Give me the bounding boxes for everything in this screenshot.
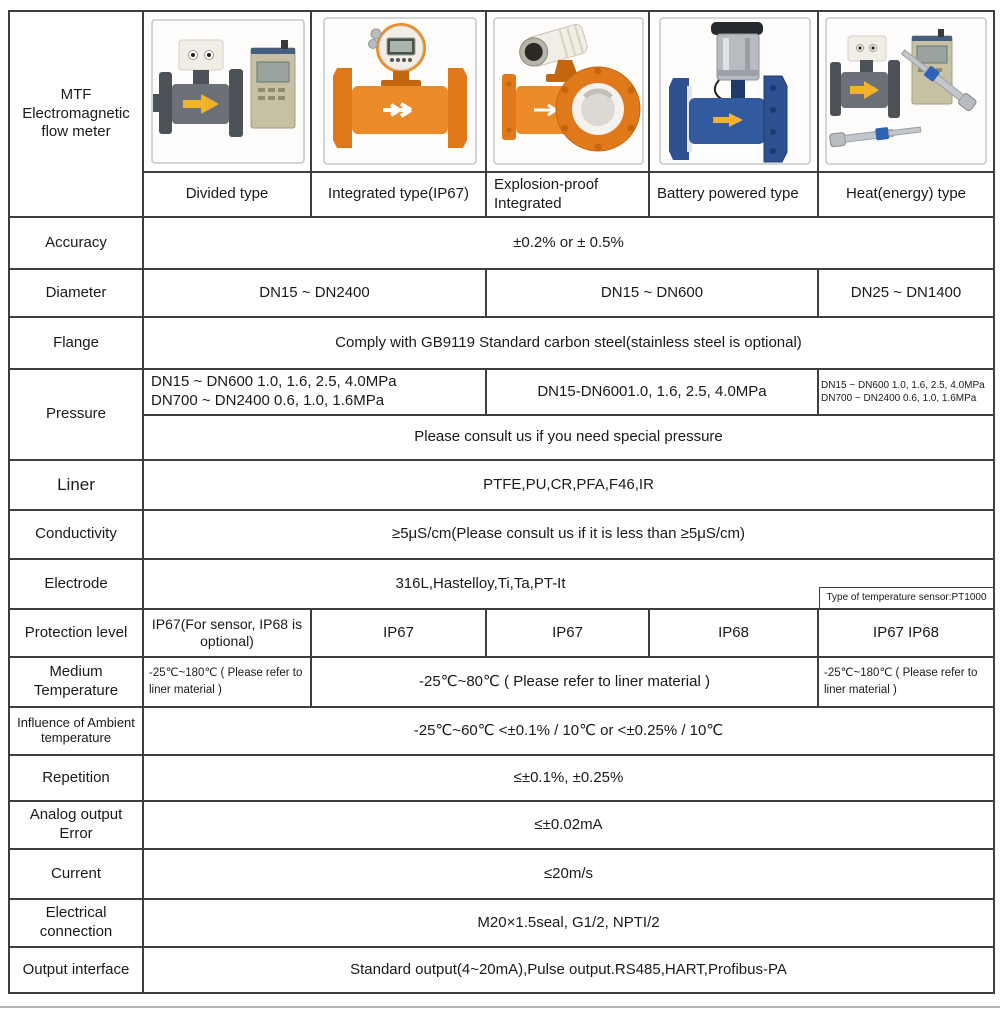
output-interface-row-label: Output interface (9, 947, 143, 993)
temperature-sensor-note: Type of temperature sensor:PT1000 (819, 587, 993, 608)
pressure-value-explosion-battery: DN15-DN6001.0, 1.6, 2.5, 4.0MPa (486, 369, 818, 415)
type-label-divided: Divided type (143, 172, 311, 217)
diameter-row-label: Diameter (9, 269, 143, 317)
medium-temp-heat: -25℃~180℃ ( Please refer to liner material ) (818, 657, 994, 707)
integrated-type-flow-meter-image (313, 14, 486, 169)
diameter-value-heat: DN25 ~ DN1400 (818, 269, 994, 317)
product-title: MTF Electromagnetic flow meter (9, 11, 143, 217)
electrical-connection-row-label: Electrical connection (9, 899, 143, 947)
pressure-heat-line-2: DN700 ~ DN2400 0.6, 1.0, 1.6MPa (821, 393, 977, 404)
repetition-value: ≤±0.1%, ±0.25% (143, 755, 994, 801)
protection-divided: IP67(For sensor, IP68 is optional) (143, 609, 311, 657)
heat-energy-photo-cell (818, 11, 994, 172)
current-row-label: Current (9, 849, 143, 899)
type-label-integrated: Integrated type(IP67) (311, 172, 486, 217)
conductivity-row-label: Conductivity (9, 510, 143, 559)
flange-value: Comply with GB9119 Standard carbon steel(stainless steel is optional) (143, 317, 994, 369)
protection-integrated: IP67 (311, 609, 486, 657)
liner-row-label: Liner (9, 460, 143, 510)
ambient-row-label: Influence of Ambient temperature (9, 707, 143, 755)
pressure-line-1: DN15 ~ DN600 1.0, 1.6, 2.5, 4.0MPa (151, 373, 397, 391)
type-label-battery: Battery powered type (649, 172, 818, 217)
electrical-connection-value: M20×1.5seal, G1/2, NPTI/2 (143, 899, 994, 947)
conductivity-value: ≥5μS/cm(Please consult us if it is less than ≥5μS/cm) (143, 510, 994, 559)
pressure-value-heat (818, 369, 994, 415)
ambient-value: -25℃~60℃ <±0.1% / 10℃ or <±0.25% / 10℃ (143, 707, 994, 755)
diameter-value-explosion-battery: DN15 ~ DN600 (486, 269, 818, 317)
pressure-value-divided-integrated (143, 369, 486, 415)
analog-error-value: ≤±0.02mA (143, 801, 994, 849)
electrode-row-label: Electrode (9, 559, 143, 609)
accuracy-row-label: Accuracy (9, 217, 143, 269)
integrated-type-photo-cell (311, 11, 486, 172)
heat-energy-flow-meter-image (820, 14, 994, 169)
battery-powered-flow-meter-image (651, 14, 818, 169)
divided-type-photo-cell (143, 11, 311, 172)
type-label-heat: Heat(energy) type (818, 172, 994, 217)
protection-heat: IP67 IP68 (818, 609, 994, 657)
electrode-value: 316L,Hastelloy,Ti,Ta,PT-It (395, 574, 566, 592)
battery-powered-photo-cell (649, 11, 818, 172)
explosion-proof-photo-cell (486, 11, 649, 172)
spec-table (8, 10, 995, 994)
protection-row-label: Protection level (9, 609, 143, 657)
accuracy-value: ±0.2% or ± 0.5% (143, 217, 994, 269)
medium-temp-middle: -25℃~80℃ ( Please refer to liner material ) (311, 657, 818, 707)
diameter-value-divided-integrated: DN15 ~ DN2400 (143, 269, 486, 317)
electrode-wrap (144, 560, 993, 608)
medium-temp-divided: -25℃~180℃ ( Please refer to liner material ) (143, 657, 311, 707)
pressure-row-label: Pressure (9, 369, 143, 460)
output-interface-value: Standard output(4~20mA),Pulse output.RS485,HART,Profibus-PA (143, 947, 994, 993)
analog-error-row-label: Analog output Error (9, 801, 143, 849)
medium-temp-row-label: Medium Temperature (9, 657, 143, 707)
divided-type-flow-meter-image (145, 14, 311, 169)
repetition-row-label: Repetition (9, 755, 143, 801)
protection-battery: IP68 (649, 609, 818, 657)
electrode-value-cell (143, 559, 994, 609)
pressure-line-2: DN700 ~ DN2400 0.6, 1.0, 1.6MPa (151, 392, 385, 409)
liner-value: PTFE,PU,CR,PFA,F46,IR (143, 460, 994, 510)
protection-explosion: IP67 (486, 609, 649, 657)
pressure-note: Please consult us if you need special pressure (143, 415, 994, 460)
explosion-proof-flow-meter-image (488, 14, 649, 169)
bottom-divider (0, 1006, 1000, 1008)
pressure-heat-line-1: DN15 ~ DN600 1.0, 1.6, 2.5, 4.0MPa (821, 379, 985, 391)
flange-row-label: Flange (9, 317, 143, 369)
type-label-explosion-proof: Explosion-proof Integrated (486, 172, 649, 217)
current-value: ≤20m/s (143, 849, 994, 899)
